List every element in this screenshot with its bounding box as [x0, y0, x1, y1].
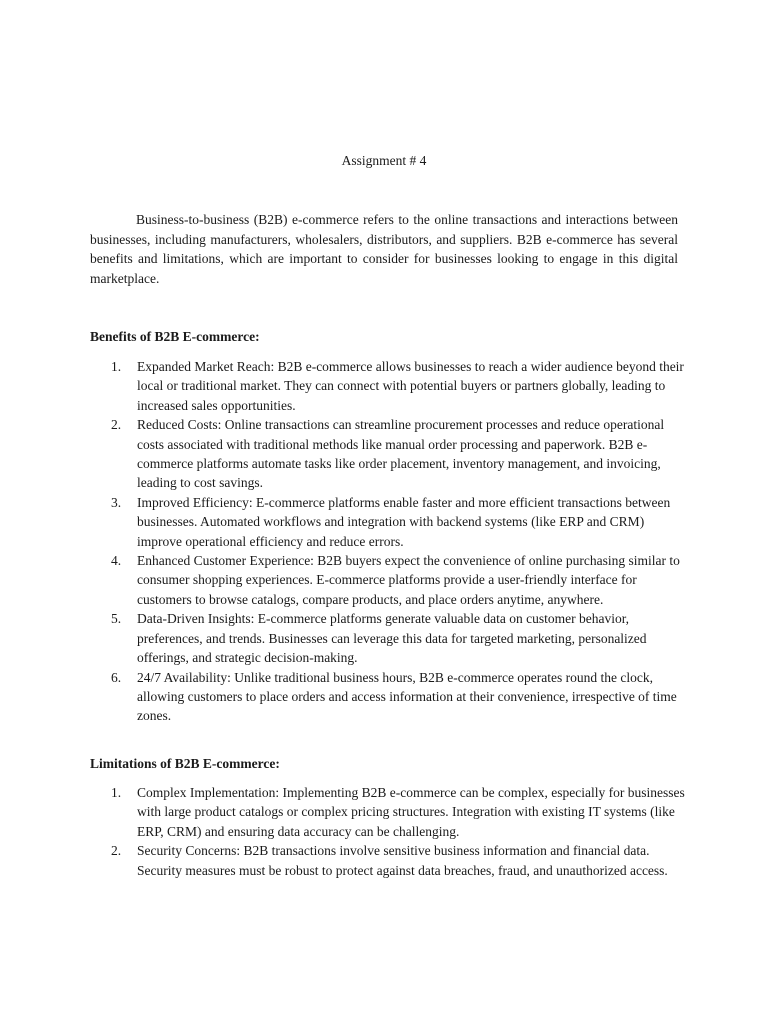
list-item-number: 5. — [111, 611, 122, 627]
document-title: Assignment # 4 — [341, 153, 427, 168]
list-item — [90, 551, 690, 609]
list-item-number: 2. — [111, 417, 122, 433]
list-item — [90, 357, 690, 415]
list-item — [90, 415, 690, 493]
limitations-heading: Limitations of B2B E-commerce: — [90, 756, 280, 771]
intro-paragraph: Business-to-business (B2B) e-commerce refers to the online transactions and interactions between businesses, including manufacturers, wholesalers, distributors, and suppliers. B2B e-commerce has several benefits and limitations, which are important to consider for businesses looking to engage in this digital marketplace. — [90, 212, 678, 286]
list-item-text: Enhanced Customer Experience: B2B buyers expect the convenience of online purchasing similar to consumer shopping experiences. E-commerce platforms provide a user-friendly interface for customers to browse catalogs, compare products, and place orders anytime, anywhere. — [137, 553, 680, 607]
list-item-text: Security Concerns: B2B transactions involve sensitive business information and financial data. Security measures must be robust to protect against data breaches, fraud, and unauthorized access. — [137, 843, 668, 878]
list-item-number: 2. — [111, 843, 122, 859]
list-item-text: Reduced Costs: Online transactions can streamline procurement processes and reduce operational costs associated with traditional methods like manual order processing and paperwork. B2B e-commerce platforms automate tasks like order placement, inventory management, and invoicing, leading to cost savings. — [137, 417, 665, 491]
list-item — [90, 493, 690, 551]
list-item-number: 1. — [111, 785, 122, 800]
list-item — [90, 609, 690, 667]
limitations-list — [90, 783, 690, 880]
list-item-number: 3. — [111, 494, 122, 510]
list-item — [90, 841, 690, 880]
list-item-number: 1. — [111, 359, 122, 374]
list-item-text: Data-Driven Insights: E-commerce platforms generate valuable data on customer behavior, preferences, and trends. Businesses can leverage this data for targeted marketing, personalized offerings, and strategic decision-making. — [137, 611, 647, 666]
list-item-text: 24/7 Availability: Unlike traditional business hours, B2B e-commerce operates round the clock, allowing customers to place orders and access information at their convenience, irrespective of time zones. — [137, 669, 677, 724]
list-item-text: Expanded Market Reach: B2B e-commerce allows businesses to reach a wider audience beyond their local or traditional market. They can connect with potential buyers or partners globally, leading to increased sales opportunities. — [137, 359, 684, 413]
list-item-text: Complex Implementation: Implementing B2B e-commerce can be complex, especially for businesses with large product catalogs or complex pricing structures. Integration with existing IT systems (like ERP, CRM) and ensuring data accuracy can be challenging. — [137, 785, 685, 839]
list-item — [90, 783, 690, 841]
list-item-number: 4. — [111, 553, 122, 569]
list-item-text: Improved Efficiency: E-commerce platforms enable faster and more efficient transactions between businesses. Automated workflows and integration with backend systems (like ERP and CRM) improve operational efficiency and reduce errors. — [137, 494, 671, 549]
benefits-heading: Benefits of B2B E-commerce: — [90, 329, 260, 344]
list-item-number: 6. — [111, 669, 122, 685]
benefits-list — [90, 357, 690, 726]
list-item — [90, 668, 690, 726]
